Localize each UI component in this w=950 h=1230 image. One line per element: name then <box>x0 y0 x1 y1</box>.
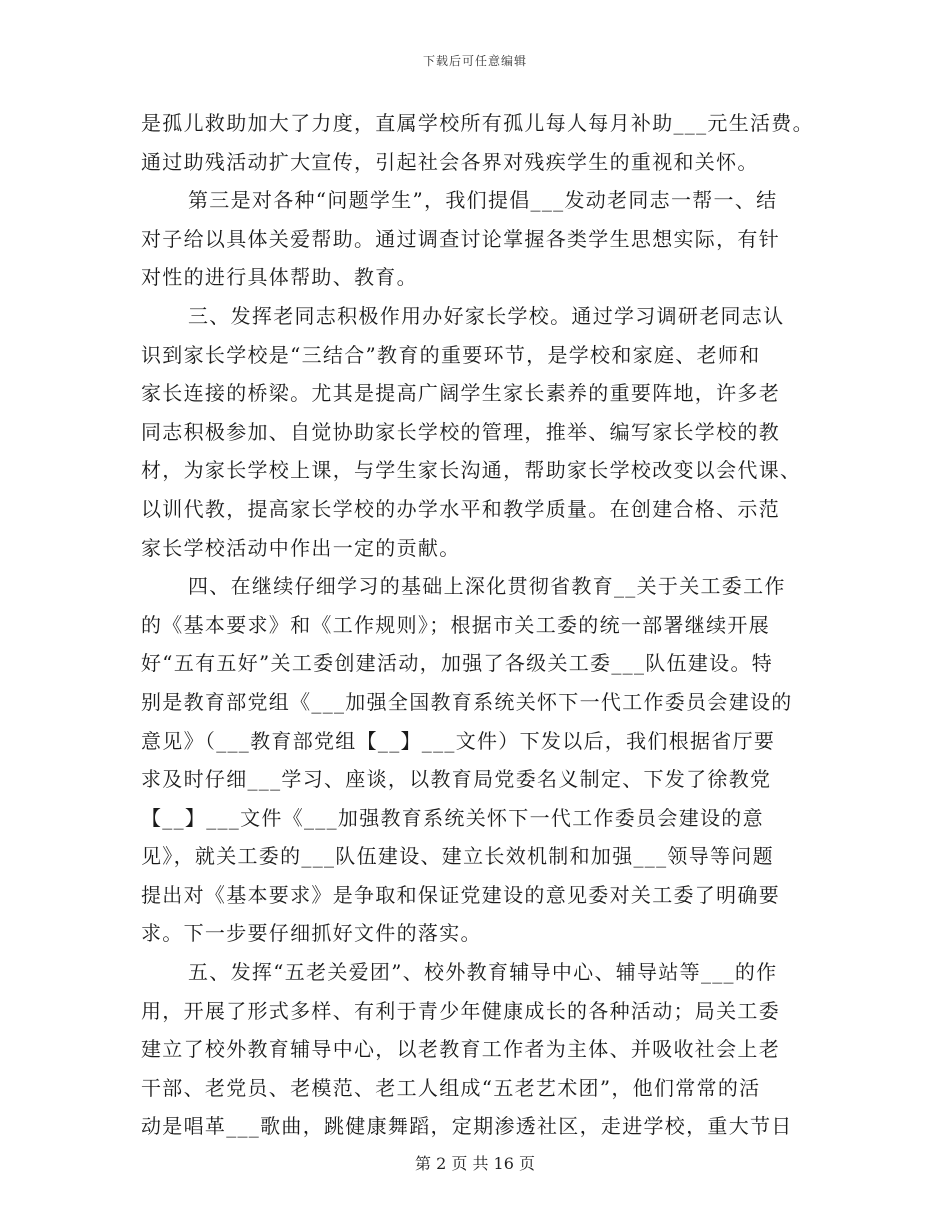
text-line: 提出对《基本要求》是争取和保证党建设的意见委对关工委了明确要 <box>141 882 780 907</box>
document-body <box>141 104 814 1146</box>
text-line: 求。下一步要仔细抓好文件的落实。 <box>141 921 482 946</box>
text-line: 求及时仔细___学习、座谈，以教育局党委名义制定、下发了徐教党 <box>141 767 772 792</box>
text-line: 材，为家长学校上课，与学生家长沟通，帮助家长学校改变以会代课、 <box>141 458 802 483</box>
text-line: 【__】___文件《___加强教育系统关怀下一代工作委员会建设的意 <box>141 805 764 830</box>
paragraph-start-line: 三、发挥老同志积极作用办好家长学校。通过学习调研老同志认 <box>188 303 785 328</box>
text-line: 别是教育部党组《___加强全国教育系统关怀下一代工作委员会建设的 <box>141 689 793 714</box>
text-line: 用，开展了形式多样、有利于青少年健康成长的各种活动；局关工委 <box>141 998 780 1023</box>
text-line: 干部、老党员、老模范、老工人组成“五老艺术团”，他们常常的活 <box>141 1075 761 1100</box>
text-line: 好“五有五好”关工委创建活动，加强了各级关工委___队伍建设。特 <box>141 651 774 676</box>
text-line: 识到家长学校是“三结合”教育的重要环节，是学校和家庭、老师和 <box>141 342 761 367</box>
paragraph-start-line: 四、在继续仔细学习的基础上深化贯彻省教育__关于关工委工作 <box>188 574 786 599</box>
text-line: 以训代教，提高家长学校的办学水平和教学质量。在创建合格、示范 <box>141 496 780 521</box>
text-line: 意见》（___教育部党组【__】___文件）下发以后，我们根据省厅要 <box>141 728 776 753</box>
text-line: 通过助残活动扩大宣传，引起社会各界对残疾学生的重视和关怀。 <box>141 149 759 174</box>
text-line: 见》，就关工委的___队伍建设、建立长效机制和加强___领导等问题 <box>141 844 774 869</box>
text-line: 动是唱革___歌曲，跳健康舞蹈，定期渗透社区，走进学校，重大节日 <box>141 1114 793 1139</box>
page-number: 第 2 页 共 16 页 <box>415 1154 535 1173</box>
text-line: 对性的进行具体帮助、教育。 <box>141 265 418 290</box>
paragraph-start-line: 第三是对各种“问题学生”，我们提倡___发动老同志一帮一、结 <box>188 188 778 213</box>
text-line: 家长连接的桥梁。尤其是提高广阔学生家长素养的重要阵地，许多老 <box>141 381 780 406</box>
text-line: 是孤儿救助加大了力度，直属学校所有孤儿每人每月补助___元生活费。 <box>141 111 814 135</box>
page-header-note: 下载后可任意编辑 <box>422 54 527 68</box>
paragraph-start-line: 五、发挥“五老关爱团”、校外教育辅导中心、辅导站等___的作 <box>188 960 778 985</box>
text-line: 对子给以具体关爱帮助。通过调查讨论掌握各类学生思想实际，有针 <box>141 226 780 251</box>
text-line: 的《基本要求》和《工作规则》；根据市关工委的统一部署继续开展 <box>141 612 770 637</box>
text-line: 家长学校活动中作出一定的贡献。 <box>141 535 461 560</box>
text-line: 建立了校外教育辅导中心，以老教育工作者为主体、并吸收社会上老 <box>141 1037 780 1062</box>
text-line: 同志积极参加、自觉协助家长学校的管理，推举、编写家长学校的教 <box>141 419 780 444</box>
